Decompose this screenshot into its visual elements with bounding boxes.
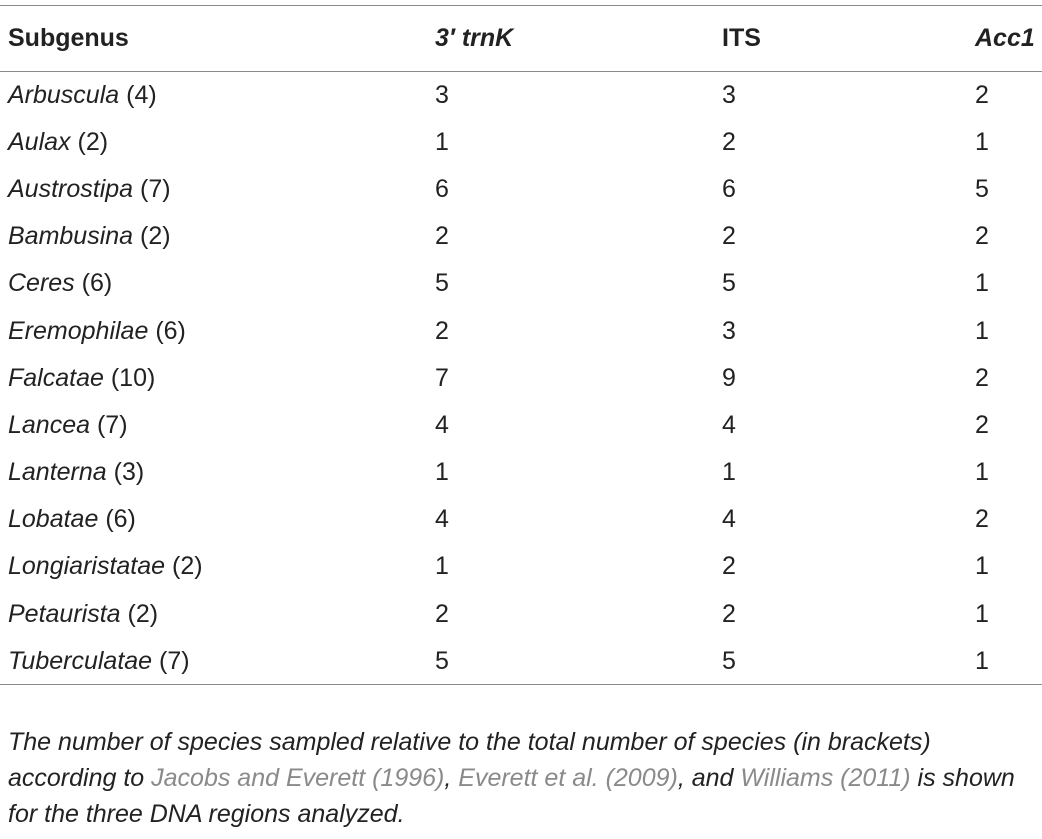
trnk-count-cell: 7 <box>435 363 449 392</box>
table-caption <box>8 724 1038 832</box>
its-count-cell: 5 <box>722 269 736 298</box>
species-total: (2) <box>77 127 109 156</box>
its-count-cell: 3 <box>722 316 736 345</box>
table-row <box>0 449 1042 496</box>
acc1-count-cell: 1 <box>975 458 989 487</box>
caption-separator: , and <box>677 764 741 792</box>
species-total: (4) <box>126 80 157 109</box>
subgenus-cell <box>0 72 435 119</box>
species-total: (6) <box>155 316 186 345</box>
its-count-cell: 4 <box>722 410 736 439</box>
trnk-count-cell: 1 <box>435 458 449 487</box>
subgenus-name: Eremophilae <box>8 316 149 345</box>
trnk-count-cell: 5 <box>435 269 449 298</box>
table-row <box>0 591 1042 638</box>
species-total: (3) <box>113 458 145 487</box>
caption-text-end: is shown for the three DNA regions analyzed. <box>8 764 1015 828</box>
table-row <box>0 307 1042 354</box>
trnk-count-cell: 4 <box>435 505 449 534</box>
subgenus-cell <box>0 591 435 638</box>
subgenus-cell <box>0 119 435 166</box>
caption-text-intro: The number of species sampled relative to the total number of species (in brackets) according to <box>8 728 931 792</box>
trnk-count-cell: 1 <box>435 127 449 156</box>
reference-link-everett-2009[interactable]: Everett et al. (2009) <box>458 764 678 792</box>
acc1-count-cell: 1 <box>975 269 989 298</box>
its-count-cell: 2 <box>722 552 736 581</box>
its-count-cell: 2 <box>722 127 736 156</box>
acc1-count-cell: 1 <box>975 127 989 156</box>
trnk-count-cell: 2 <box>435 599 449 628</box>
table-row <box>0 166 1042 213</box>
its-count-cell: 2 <box>722 222 736 251</box>
subgenus-cell <box>0 638 435 685</box>
caption-separator: , <box>444 764 459 792</box>
subgenus-name: Lanterna <box>8 458 107 487</box>
species-sampling-table <box>0 5 1042 685</box>
its-count-cell: 9 <box>722 363 736 392</box>
subgenus-cell <box>0 166 435 213</box>
its-count-cell: 4 <box>722 505 736 534</box>
subgenus-cell <box>0 260 435 307</box>
acc1-count-cell: 2 <box>975 505 989 534</box>
header-its: ITS <box>722 6 975 72</box>
species-total: (6) <box>105 505 136 534</box>
subgenus-cell <box>0 213 435 260</box>
table-header <box>0 6 1042 72</box>
species-total: (2) <box>172 552 203 581</box>
trnk-count-cell: 2 <box>435 316 449 345</box>
acc1-count-cell: 2 <box>975 363 989 392</box>
subgenus-name: Lancea <box>8 410 91 439</box>
subgenus-cell <box>0 496 435 543</box>
trnk-count-cell: 3 <box>435 80 449 109</box>
table-row <box>0 355 1042 402</box>
acc1-count-cell: 1 <box>975 638 1042 685</box>
species-total: (7) <box>159 646 190 675</box>
acc1-count-cell: 1 <box>975 316 989 345</box>
acc1-count-cell: 2 <box>975 222 989 251</box>
subgenus-name: Tuberculatae <box>8 646 153 675</box>
subgenus-cell <box>0 402 435 449</box>
its-count-cell: 5 <box>722 638 975 685</box>
trnk-count-cell: 5 <box>435 638 722 685</box>
species-total: (7) <box>140 174 171 203</box>
trnk-count-cell: 2 <box>435 222 449 251</box>
species-total: (2) <box>127 599 159 628</box>
table-row <box>0 213 1042 260</box>
species-total: (10) <box>110 363 156 392</box>
acc1-count-cell: 1 <box>975 552 989 581</box>
subgenus-name: Aulax <box>8 127 71 156</box>
table-row <box>0 260 1042 307</box>
table-row <box>0 119 1042 166</box>
species-total: (6) <box>81 269 113 298</box>
table-row <box>0 402 1042 449</box>
subgenus-name: Longiaristatae <box>8 552 166 581</box>
acc1-count-cell: 2 <box>975 80 989 109</box>
its-count-cell: 3 <box>722 80 736 109</box>
acc1-count-cell: 1 <box>975 599 989 628</box>
table-row <box>0 543 1042 590</box>
subgenus-cell <box>0 543 435 590</box>
subgenus-name: Ceres <box>8 269 75 298</box>
acc1-count-cell: 5 <box>975 174 989 203</box>
reference-link-jacobs-everett-1996[interactable]: Jacobs and Everett (1996) <box>151 764 445 792</box>
header-acc1: Acc1 <box>975 6 1042 72</box>
trnk-count-cell: 1 <box>435 552 449 581</box>
table-row <box>0 72 1042 119</box>
header-subgenus: Subgenus <box>0 6 435 72</box>
table-row <box>0 638 1042 685</box>
species-total: (7) <box>96 410 128 439</box>
table-row <box>0 496 1042 543</box>
reference-link-williams-2011[interactable]: Williams (2011) <box>740 764 911 792</box>
its-count-cell: 2 <box>722 599 736 628</box>
subgenus-cell <box>0 355 435 402</box>
subgenus-cell <box>0 307 435 354</box>
subgenus-name: Arbuscula <box>8 80 120 109</box>
trnk-count-cell: 4 <box>435 410 449 439</box>
table-body <box>0 72 1042 685</box>
subgenus-name: Falcatae <box>8 363 104 392</box>
subgenus-name: Petaurista <box>8 599 121 628</box>
trnk-count-cell: 6 <box>435 174 449 203</box>
subgenus-name: Lobatae <box>8 505 99 534</box>
header-3-trnk: 3′ trnK <box>435 6 722 72</box>
subgenus-name: Austrostipa <box>8 174 134 203</box>
subgenus-name: Bambusina <box>8 222 134 251</box>
subgenus-cell <box>0 449 435 496</box>
acc1-count-cell: 2 <box>975 410 989 439</box>
header-row <box>0 6 1042 72</box>
its-count-cell: 1 <box>722 458 736 487</box>
species-total: (2) <box>140 222 171 251</box>
its-count-cell: 6 <box>722 174 736 203</box>
